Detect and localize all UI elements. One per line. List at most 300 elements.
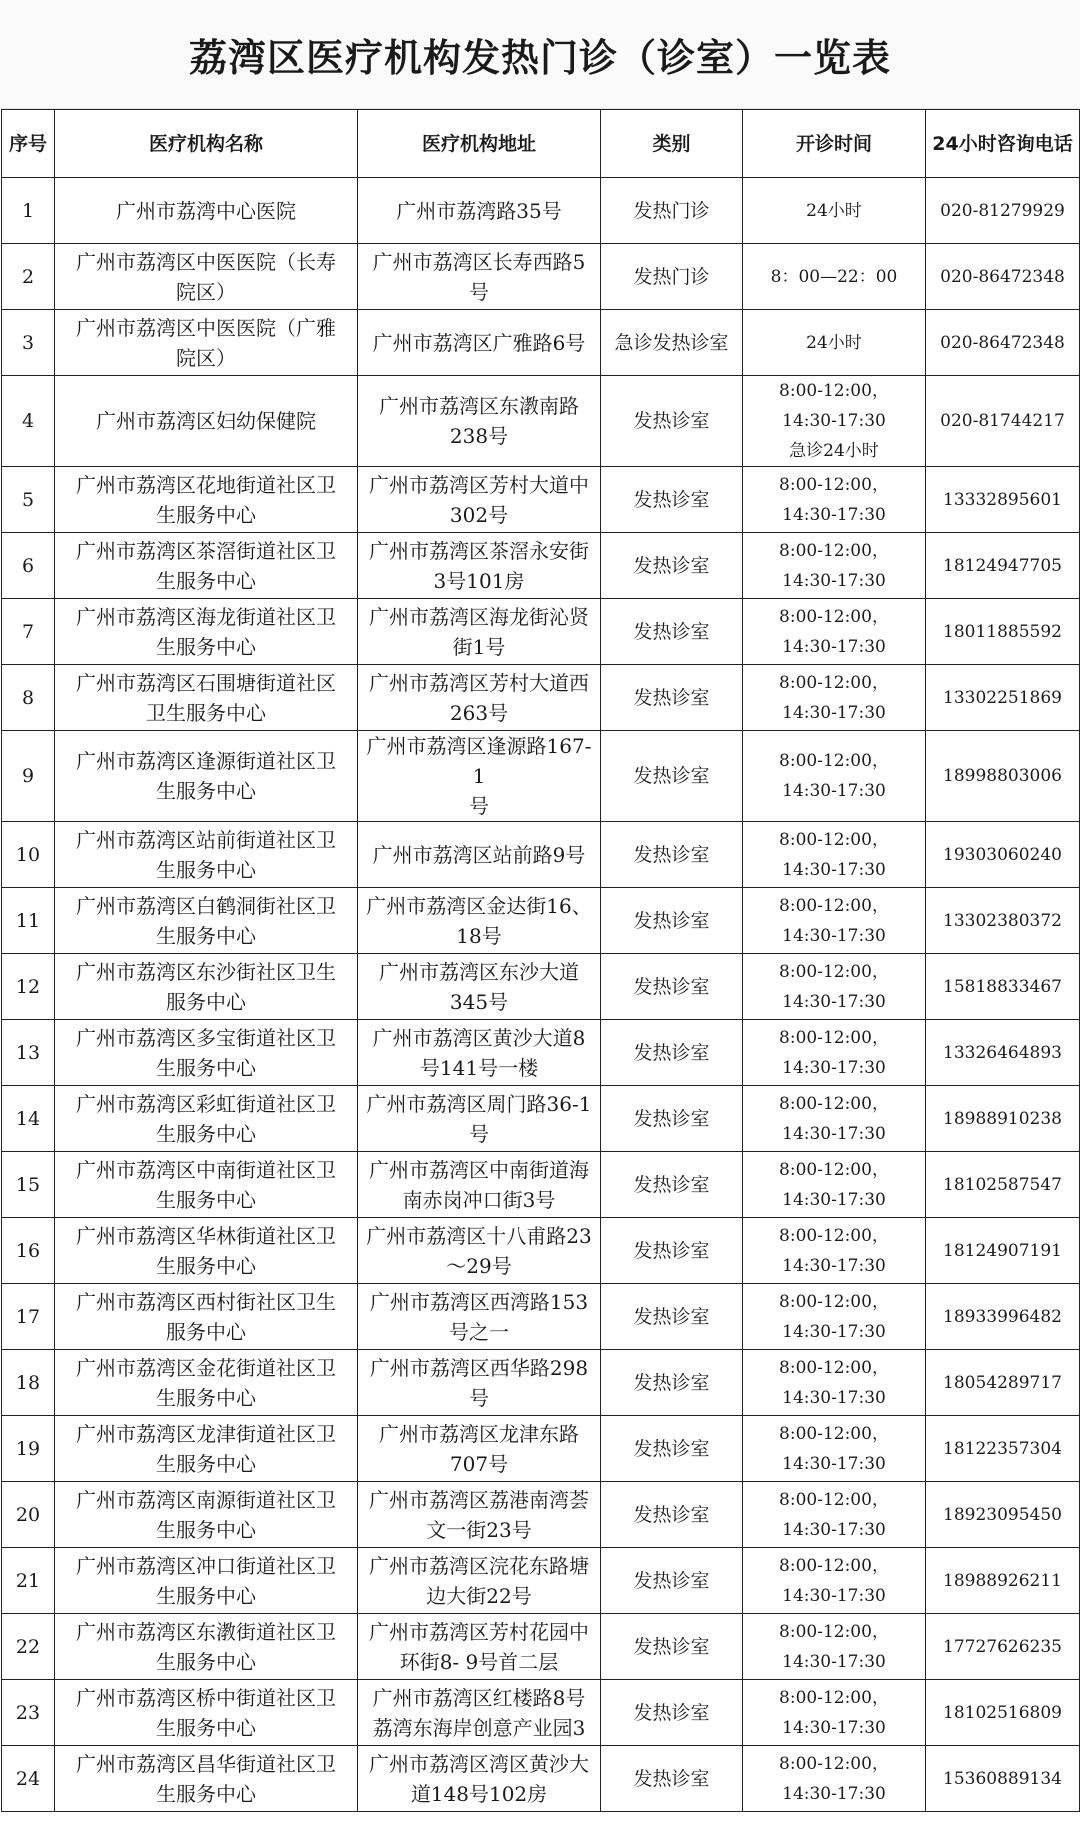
table-row [2, 599, 1080, 665]
cell-name-line: 广州市荔湾区昌华街道社区卫 [76, 1751, 336, 1776]
cell-address [358, 1614, 601, 1680]
cell-address-line: 广州市荔湾区茶滘永安街 [369, 538, 589, 563]
cell-address-line: 广州市荔湾区浣花东路塘 [369, 1553, 589, 1578]
cell-hours [743, 376, 926, 467]
cell-seq: 8 [2, 665, 55, 731]
cell-category: 发热诊室 [601, 467, 743, 533]
cell-category: 发热诊室 [601, 1680, 743, 1746]
cell-hours [743, 1746, 926, 1812]
cell-hours-line: 14:30-17:30 [782, 1783, 886, 1804]
cell-name-line: 生服务中心 [156, 1121, 256, 1146]
cell-address [358, 665, 601, 731]
cell-address-line: 广州市荔湾区金达街16、 [366, 893, 592, 918]
cell-seq: 19 [2, 1416, 55, 1482]
cell-seq: 20 [2, 1482, 55, 1548]
cell-category: 急诊发热诊室 [601, 310, 743, 376]
cell-hours-line: 急诊24小时 [789, 441, 879, 461]
cell-phone: 18988910238 [926, 1086, 1080, 1152]
cell-name-line: 广州市荔湾区中医医院（长寿 [76, 249, 336, 274]
cell-category: 发热诊室 [601, 1746, 743, 1812]
cell-hours [743, 731, 926, 822]
cell-hours-line: 14:30-17:30 [782, 1519, 886, 1540]
cell-hours-line: 14:30-17:30 [782, 1717, 886, 1738]
cell-name-line: 服务中心 [166, 1319, 246, 1344]
cell-name-line: 广州市荔湾区海龙街道社区卫 [76, 604, 336, 629]
cell-address-line: 广州市荔湾区湾区黄沙大 [369, 1751, 589, 1776]
cell-name [55, 467, 358, 533]
cell-address-line: 345号 [449, 989, 509, 1014]
cell-address [358, 376, 601, 467]
cell-name-line: 广州市荔湾区南源街道社区卫 [76, 1487, 336, 1512]
cell-address-line: 238号 [449, 424, 509, 448]
cell-address [358, 1152, 601, 1218]
cell-hours-line: 14:30-17:30 [782, 411, 886, 431]
cell-address [358, 1086, 601, 1152]
cell-phone: 020-81744217 [926, 376, 1080, 467]
cell-seq: 7 [2, 599, 55, 665]
cell-name-line: 广州市荔湾区中医医院（广雅 [76, 315, 336, 340]
cell-address-line: 号141号一楼 [419, 1055, 539, 1080]
cell-seq: 1 [2, 178, 55, 244]
cell-seq: 4 [2, 376, 55, 467]
cell-phone: 18124947705 [926, 533, 1080, 599]
table-row [2, 1086, 1080, 1152]
cell-address [358, 1548, 601, 1614]
cell-hours-line: 24小时 [806, 200, 862, 221]
cell-category: 发热诊室 [601, 376, 743, 467]
cell-address-line: 广州市荔湾区周门路36-1 [366, 1091, 592, 1116]
cell-address-line: 广州市荔湾区龙津东路 [379, 1421, 579, 1446]
cell-category: 发热诊室 [601, 1614, 743, 1680]
cell-hours-line: 14:30-17:30 [782, 702, 886, 723]
cell-phone: 18933996482 [926, 1284, 1080, 1350]
cell-seq: 10 [2, 822, 55, 888]
table-header-row [2, 110, 1080, 178]
cell-address-line: 广州市荔湾区西华路298号 [369, 1355, 589, 1410]
cell-address [358, 1350, 601, 1416]
cell-hours-line: 14:30-17:30 [782, 859, 886, 880]
cell-hours [743, 1680, 926, 1746]
cell-category: 发热门诊 [601, 178, 743, 244]
cell-address-line: 道148号102房 [410, 1781, 548, 1806]
cell-address-line: 广州市荔湾区东沙大道 [379, 959, 579, 984]
cell-phone: 18923095450 [926, 1482, 1080, 1548]
cell-hours-line: 8:00-12:00， [779, 672, 889, 693]
cell-category: 发热诊室 [601, 954, 743, 1020]
cell-name [55, 1086, 358, 1152]
cell-hours-line: 14:30-17:30 [782, 636, 886, 657]
cell-name-line: 广州市荔湾区西村街社区卫生 [76, 1289, 336, 1314]
cell-address [358, 1416, 601, 1482]
cell-hours [743, 599, 926, 665]
cell-seq: 16 [2, 1218, 55, 1284]
table-row [2, 244, 1080, 310]
cell-category: 发热诊室 [601, 1284, 743, 1350]
cell-address [358, 888, 601, 954]
cell-hours [743, 1416, 926, 1482]
cell-category: 发热诊室 [601, 1548, 743, 1614]
cell-name-line: 生服务中心 [156, 568, 256, 593]
cell-hours [743, 310, 926, 376]
cell-name-line: 广州市荔湾区茶滘街道社区卫 [76, 538, 336, 563]
cell-seq: 17 [2, 1284, 55, 1350]
cell-address-line: 广州市荔湾区荔港南湾荟 [369, 1487, 589, 1512]
cell-hours-line: 8:00-12:00， [779, 1093, 889, 1114]
cell-address-line: 广州市荔湾区中南街道海 [369, 1157, 589, 1182]
cell-category: 发热诊室 [601, 731, 743, 822]
cell-name-line: 广州市荔湾区金花街道社区卫 [76, 1355, 336, 1380]
cell-hours-line: 8:00-12:00， [779, 606, 889, 627]
cell-category: 发热诊室 [601, 822, 743, 888]
cell-hours-line: 8:00-12:00， [779, 1291, 889, 1312]
cell-name-line: 生服务中心 [156, 1715, 256, 1740]
cell-hours [743, 244, 926, 310]
cell-hours [743, 665, 926, 731]
cell-address-line: 号 [469, 794, 489, 818]
cell-address-line: 南赤岗冲口街3号 [402, 1187, 556, 1212]
cell-name [55, 731, 358, 822]
cell-name [55, 1350, 358, 1416]
cell-name-line: 广州市荔湾中心医院 [116, 198, 296, 223]
cell-name-line: 服务中心 [166, 989, 246, 1014]
fever-clinic-table [1, 109, 1080, 1812]
cell-hours-line: 8:00-12:00， [779, 1357, 889, 1378]
cell-category: 发热诊室 [601, 1020, 743, 1086]
cell-name [55, 599, 358, 665]
cell-hours-line: 24小时 [806, 332, 862, 353]
cell-address-line: 广州市荔湾区东漖南路 [379, 394, 579, 418]
cell-category: 发热诊室 [601, 1350, 743, 1416]
cell-name-line: 生服务中心 [156, 1187, 256, 1212]
cell-hours-line: 8:00-12:00， [779, 1687, 889, 1708]
cell-hours [743, 533, 926, 599]
cell-category: 发热诊室 [601, 1218, 743, 1284]
table-row [2, 888, 1080, 954]
cell-hours-line: 8:00-12:00， [779, 1753, 889, 1774]
cell-name-line: 广州市荔湾区妇幼保健院 [96, 409, 316, 433]
cell-hours-line: 14:30-17:30 [782, 1387, 886, 1408]
cell-hours-line: 8:00-12:00， [779, 829, 889, 850]
table-row [2, 1482, 1080, 1548]
cell-name-line: 广州市荔湾区花地街道社区卫 [76, 472, 336, 497]
cell-address-line: 号 [469, 1121, 489, 1146]
table-row [2, 1350, 1080, 1416]
title-bar [0, 0, 1080, 109]
cell-hours [743, 1614, 926, 1680]
cell-name-line: 生服务中心 [156, 857, 256, 882]
cell-hours [743, 1086, 926, 1152]
cell-hours [743, 1152, 926, 1218]
cell-name [55, 1020, 358, 1086]
cell-name [55, 665, 358, 731]
cell-name-line: 生服务中心 [156, 779, 256, 803]
cell-address-line: 广州市荔湾区站前路9号 [372, 842, 586, 867]
table-row [2, 954, 1080, 1020]
cell-phone: 18998803006 [926, 731, 1080, 822]
cell-address-line: 广州市荔湾区海龙街沁贤 [369, 604, 589, 629]
cell-seq: 13 [2, 1020, 55, 1086]
cell-phone: 18102587547 [926, 1152, 1080, 1218]
header-phone: 24小时咨询电话 [926, 110, 1080, 178]
cell-category: 发热诊室 [601, 1416, 743, 1482]
table-row [2, 310, 1080, 376]
cell-address-line: 广州市荔湾区广雅路6号 [372, 330, 586, 355]
cell-name-line: 广州市荔湾区石围塘街道社区 [76, 670, 336, 695]
cell-phone: 13332895601 [926, 467, 1080, 533]
cell-hours-line: 8:00-12:00， [779, 1027, 889, 1048]
cell-name-line: 院区） [176, 279, 236, 304]
cell-address-line: 263号 [449, 700, 509, 725]
cell-name [55, 1548, 358, 1614]
cell-address-line: 边大街22号 [426, 1583, 532, 1608]
header-category: 类别 [601, 110, 743, 178]
cell-name-line: 广州市荔湾区中南街道社区卫 [76, 1157, 336, 1182]
cell-seq: 9 [2, 731, 55, 822]
cell-name-line: 生服务中心 [156, 923, 256, 948]
cell-category: 发热诊室 [601, 599, 743, 665]
cell-name-line: 广州市荔湾区龙津街道社区卫 [76, 1421, 336, 1446]
cell-phone: 17727626235 [926, 1614, 1080, 1680]
cell-phone: 19303060240 [926, 822, 1080, 888]
table-row [2, 1416, 1080, 1482]
cell-hours [743, 1548, 926, 1614]
cell-name-line: 生服务中心 [156, 1649, 256, 1674]
cell-address-line: 广州市荔湾区逢源路167-1 [366, 734, 592, 788]
cell-seq: 21 [2, 1548, 55, 1614]
cell-phone: 020-86472348 [926, 244, 1080, 310]
cell-address-line: 广州市荔湾区芳村花园中 [369, 1619, 589, 1644]
cell-hours [743, 822, 926, 888]
cell-address-line: 号之一 [449, 1319, 509, 1344]
cell-name [55, 1284, 358, 1350]
table-row [2, 533, 1080, 599]
table-row [2, 1548, 1080, 1614]
cell-hours-line: 14:30-17:30 [782, 1651, 886, 1672]
cell-address [358, 954, 601, 1020]
cell-phone: 18054289717 [926, 1350, 1080, 1416]
table-row [2, 1746, 1080, 1812]
cell-address [358, 599, 601, 665]
cell-name-line: 广州市荔湾区站前街道社区卫 [76, 827, 336, 852]
cell-name-line: 生服务中心 [156, 634, 256, 659]
cell-name [55, 1746, 358, 1812]
cell-address [358, 310, 601, 376]
cell-seq: 2 [2, 244, 55, 310]
table-row [2, 1680, 1080, 1746]
cell-address-line: 广州市荔湾区芳村大道西 [369, 670, 589, 695]
table-row [2, 1614, 1080, 1680]
cell-address-line: 广州市荔湾区芳村大道中 [369, 472, 589, 497]
cell-address [358, 822, 601, 888]
cell-name [55, 244, 358, 310]
cell-hours-line: 8:00-12:00， [779, 1555, 889, 1576]
cell-hours [743, 888, 926, 954]
cell-name-line: 广州市荔湾区彩虹街道社区卫 [76, 1091, 336, 1116]
cell-phone: 15818833467 [926, 954, 1080, 1020]
cell-hours-line: 14:30-17:30 [782, 1057, 886, 1078]
cell-name [55, 310, 358, 376]
cell-address [358, 178, 601, 244]
cell-hours [743, 178, 926, 244]
cell-address-line: 环街8- 9号首二层 [399, 1649, 559, 1674]
cell-category: 发热诊室 [601, 1482, 743, 1548]
table-row [2, 822, 1080, 888]
cell-name-line: 广州市荔湾区多宝街道社区卫 [76, 1025, 336, 1050]
cell-phone: 13326464893 [926, 1020, 1080, 1086]
table-row [2, 376, 1080, 467]
cell-hours-line: 8:00-12:00， [779, 751, 889, 771]
cell-hours-line: 8:00-12:00， [779, 1621, 889, 1642]
cell-address-line: 号 [469, 279, 489, 304]
cell-name [55, 1482, 358, 1548]
cell-name [55, 533, 358, 599]
cell-address-line: 302号 [449, 502, 509, 527]
cell-address-line: 广州市荔湾区红楼路8号 [372, 1685, 586, 1710]
cell-hours-line: 8:00-12:00， [779, 540, 889, 561]
cell-name-line: 广州市荔湾区华林街道社区卫 [76, 1223, 336, 1248]
cell-address [358, 1218, 601, 1284]
cell-seq: 22 [2, 1614, 55, 1680]
cell-category: 发热诊室 [601, 1086, 743, 1152]
cell-address-line: 广州市荔湾区黄沙大道8 [372, 1025, 586, 1050]
cell-name-line: 广州市荔湾区东漖街道社区卫 [76, 1619, 336, 1644]
cell-address-line: 18号 [456, 923, 502, 948]
cell-name [55, 822, 358, 888]
cell-name-line: 生服务中心 [156, 1583, 256, 1608]
header-address: 医疗机构地址 [358, 110, 601, 178]
cell-seq: 24 [2, 1746, 55, 1812]
cell-hours-line: 14:30-17:30 [782, 504, 886, 525]
header-hours: 开诊时间 [743, 110, 926, 178]
cell-category: 发热诊室 [601, 888, 743, 954]
cell-hours-line: 8:00-12:00， [779, 1159, 889, 1180]
cell-hours [743, 467, 926, 533]
cell-seq: 5 [2, 467, 55, 533]
cell-hours-line: 14:30-17:30 [782, 1321, 886, 1342]
cell-hours-line: 14:30-17:30 [782, 991, 886, 1012]
cell-address-line: 707号 [449, 1451, 509, 1476]
cell-name-line: 卫生服务中心 [146, 700, 266, 725]
page-title: 荔湾区医疗机构发热门诊（诊室）一览表 [188, 35, 891, 80]
cell-hours-line: 14:30-17:30 [782, 570, 886, 591]
cell-name [55, 1614, 358, 1680]
cell-address-line: 广州市荔湾路35号 [396, 198, 562, 223]
cell-address-line: 荔湾东海岸创意产业园3 [372, 1715, 586, 1740]
cell-address-line: 文一街23号 [426, 1517, 532, 1542]
cell-name [55, 1416, 358, 1482]
cell-address-line: 广州市荔湾区长寿西路5 [372, 249, 586, 274]
header-name: 医疗机构名称 [55, 110, 358, 178]
cell-name-line: 生服务中心 [156, 1517, 256, 1542]
cell-phone: 18124907191 [926, 1218, 1080, 1284]
cell-hours-line: 8:00-12:00， [779, 1423, 889, 1444]
cell-hours [743, 1482, 926, 1548]
cell-phone: 18102516809 [926, 1680, 1080, 1746]
cell-hours-line: 8:00-12:00， [779, 961, 889, 982]
table-row [2, 665, 1080, 731]
cell-name [55, 1218, 358, 1284]
cell-hours-line: 8:00-12:00， [779, 474, 889, 495]
cell-address [358, 467, 601, 533]
cell-address-line: 3号101房 [433, 568, 525, 593]
cell-name-line: 生服务中心 [156, 1253, 256, 1278]
cell-name-line: 广州市荔湾区逢源街道社区卫 [76, 749, 336, 773]
cell-hours-line: 14:30-17:30 [782, 1255, 886, 1276]
cell-name-line: 广州市荔湾区东沙街社区卫生 [76, 959, 336, 984]
cell-hours-line: 14:30-17:30 [782, 1123, 886, 1144]
cell-category: 发热诊室 [601, 533, 743, 599]
cell-phone: 13302380372 [926, 888, 1080, 954]
cell-name-line: 生服务中心 [156, 1385, 256, 1410]
cell-hours-line: 8:00-12:00， [779, 1225, 889, 1246]
cell-address [358, 1482, 601, 1548]
cell-name-line: 生服务中心 [156, 1451, 256, 1476]
cell-name-line: 广州市荔湾区白鹤洞街社区卫 [76, 893, 336, 918]
cell-hours-line: 14:30-17:30 [782, 1189, 886, 1210]
cell-seq: 23 [2, 1680, 55, 1746]
cell-address-line: ～29号 [446, 1253, 512, 1278]
cell-address [358, 1746, 601, 1812]
cell-name [55, 376, 358, 467]
cell-phone: 020-86472348 [926, 310, 1080, 376]
cell-hours [743, 1284, 926, 1350]
cell-seq: 3 [2, 310, 55, 376]
cell-address [358, 533, 601, 599]
cell-address-line: 街1号 [452, 634, 506, 659]
cell-name-line: 生服务中心 [156, 1055, 256, 1080]
cell-phone: 18011885592 [926, 599, 1080, 665]
cell-name-line: 生服务中心 [156, 502, 256, 527]
cell-phone: 13302251869 [926, 665, 1080, 731]
table-row [2, 1152, 1080, 1218]
cell-address [358, 1284, 601, 1350]
cell-phone: 020-81279929 [926, 178, 1080, 244]
cell-phone: 18122357304 [926, 1416, 1080, 1482]
cell-hours [743, 1218, 926, 1284]
cell-address-line: 广州市荔湾区十八甫路23 [366, 1223, 592, 1248]
cell-name [55, 1152, 358, 1218]
cell-address [358, 1020, 601, 1086]
cell-name-line: 广州市荔湾区桥中街道社区卫 [76, 1685, 336, 1710]
table-row [2, 1284, 1080, 1350]
cell-name-line: 生服务中心 [156, 1781, 256, 1806]
cell-hours-line: 8:00-12:00， [779, 895, 889, 916]
cell-name [55, 888, 358, 954]
cell-address [358, 1680, 601, 1746]
cell-hours-line: 8:00-12:00， [779, 1489, 889, 1510]
cell-hours [743, 954, 926, 1020]
cell-seq: 15 [2, 1152, 55, 1218]
cell-name [55, 1680, 358, 1746]
cell-hours [743, 1020, 926, 1086]
cell-hours-line: 14:30-17:30 [782, 781, 886, 801]
cell-category: 发热诊室 [601, 1152, 743, 1218]
cell-category: 发热诊室 [601, 665, 743, 731]
cell-hours-line: 14:30-17:30 [782, 1453, 886, 1474]
cell-hours-line: 8：00—22：00 [770, 266, 898, 287]
cell-hours-line: 14:30-17:30 [782, 1585, 886, 1606]
table-row [2, 1020, 1080, 1086]
cell-seq: 18 [2, 1350, 55, 1416]
table-row [2, 178, 1080, 244]
table-row [2, 467, 1080, 533]
cell-address [358, 244, 601, 310]
cell-phone: 15360889134 [926, 1746, 1080, 1812]
cell-name-line: 院区） [176, 345, 236, 370]
cell-address-line: 广州市荔湾区西湾路153 [369, 1289, 589, 1314]
cell-phone: 18988926211 [926, 1548, 1080, 1614]
cell-name-line: 广州市荔湾区冲口街道社区卫 [76, 1553, 336, 1578]
